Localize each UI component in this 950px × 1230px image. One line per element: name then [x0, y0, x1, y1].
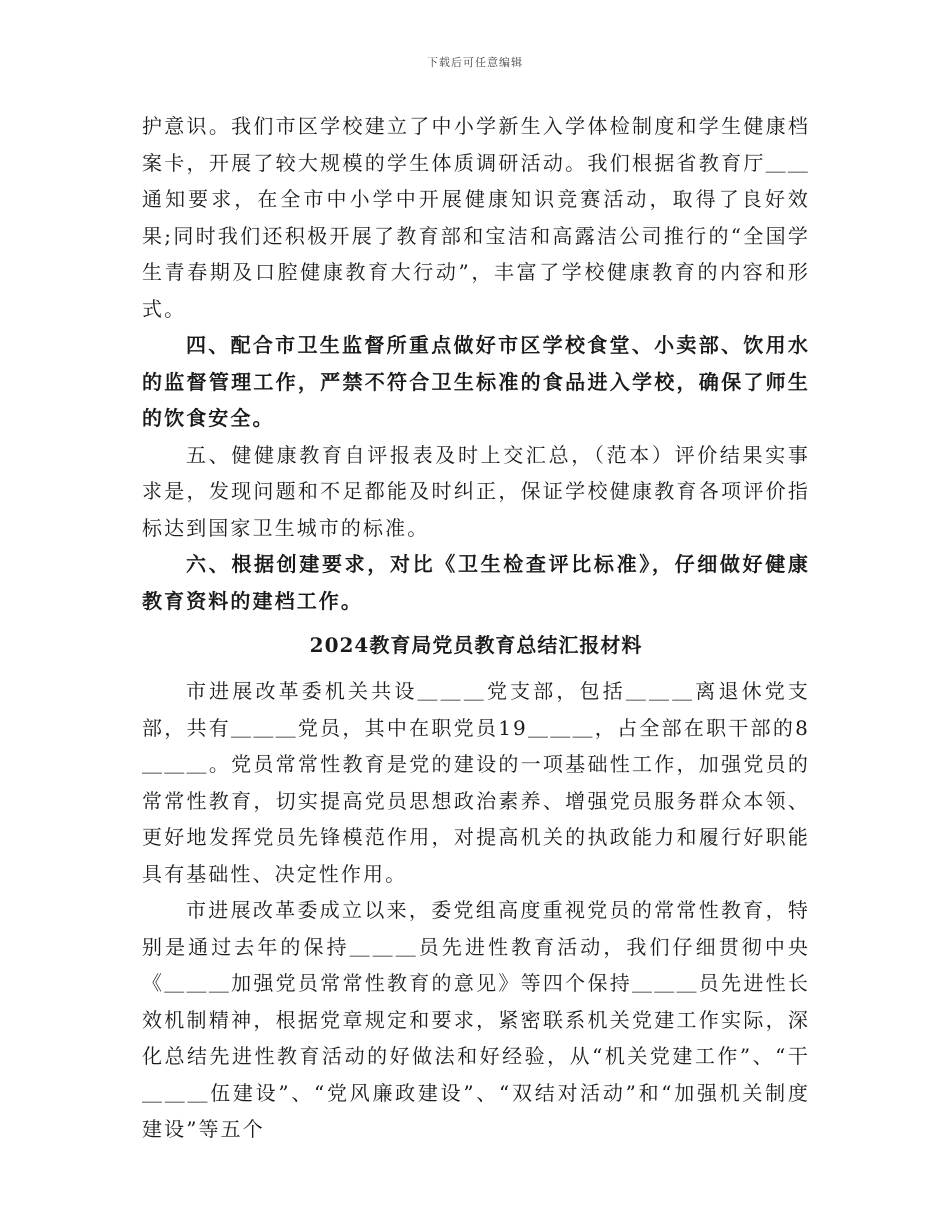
paragraph-health-awareness: 护意识。我们市区学校建立了中小学新生入学体检制度和学生健康档案卡，开展了较大规模的学生体质调研活动。我们根据省教育厅＿＿通知要求，在全市中小学中开展健康知识竞赛活动，取得了良好效果;同时我们还积极开展了教育部和宝洁和高露洁公司推行的“全国学生青春期及口腔健康教育大行动”，丰富了学校健康教育的内容和形式。 — [142, 114, 810, 321]
paragraph-party-education: 市进展改革委成立以来，委党组高度重视党员的常常性教育，特别是通过去年的保持＿＿＿员先进性教育活动，我们仔细贯彻中央《＿＿＿加强党员常常性教育的意见》等四个保持＿＿＿员先进性长效机制精神，根据党章规定和要求，紧密联系机关党建工作实际，深化总结先进性教育活动的好做法和好经验，从“机关党建工作”、“干＿＿＿伍建设”、“党风廉政建设”、“双结对活动”和“加强机关制度建设”等五个 — [142, 898, 810, 1141]
article-title: 2024教育局党员教育总结汇报材料 — [309, 633, 643, 657]
paragraph-party-branches: 市进展改革委机关共设＿＿＿党支部，包括＿＿＿离退休党支部，共有＿＿＿党员，其中在职党员19＿＿＿，占全部在职干部的8＿＿＿。党员常常性教育是党的建设的一项基础性工作，加强党员的常常性教育，切实提高党员思想政治素养、增强党员服务群众本领、更好地发挥党员先锋模范作用，对提高机关的执政能力和履行好职能具有基础性、决定性作用。 — [142, 679, 810, 886]
document-body — [142, 108, 810, 1148]
paragraph-section-four: 四、配合市卫生监督所重点做好市区学校食堂、小卖部、饮用水的监督管理工作，严禁不符合卫生标准的食品进入学校，确保了师生的饮食安全。 — [142, 333, 810, 430]
paragraph-section-five: 五、健健康教育自评报表及时上交汇总，（范本）评价结果实事求是，发现问题和不足都能及时纠正，保证学校健康教育各项评价指标达到国家卫生城市的标准。 — [142, 442, 810, 540]
header-note: 下载后可任意编辑 — [427, 56, 523, 69]
paragraph-section-six: 六、根据创建要求，对比《卫生检查评比标准》，仔细做好健康教育资料的建档工作。 — [142, 552, 810, 613]
